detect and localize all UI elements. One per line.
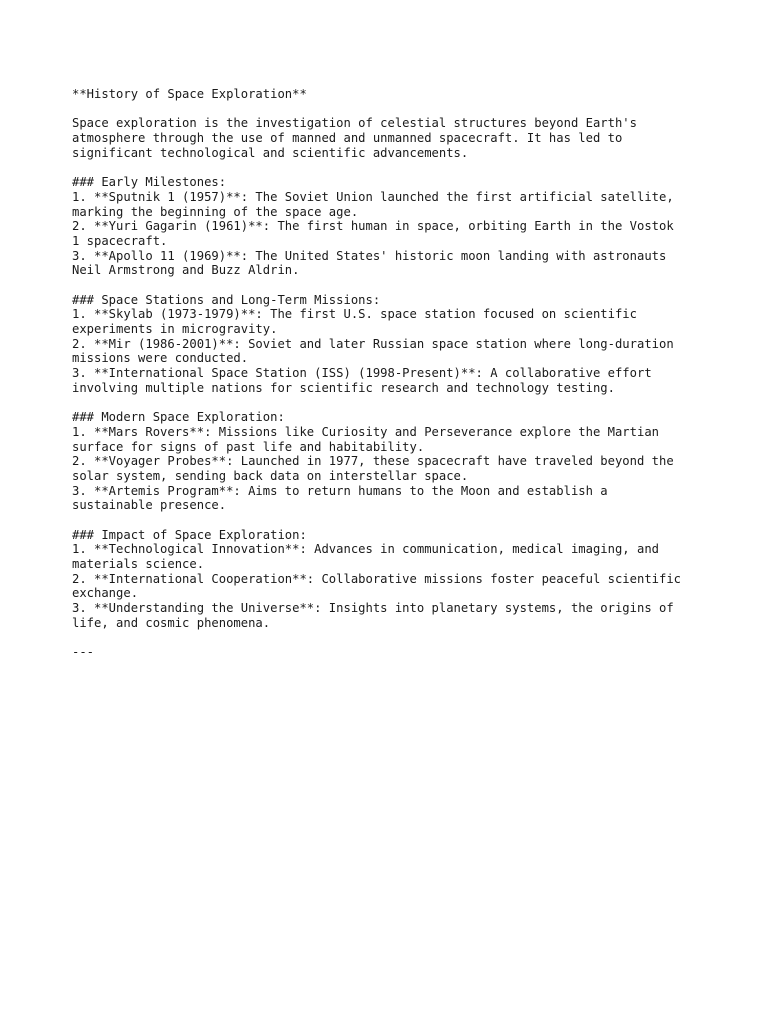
list-item-line: 2. **Mir (1986-2001)**: Soviet and later Russian space station where long-duration [72,336,674,351]
list-item-line: marking the beginning of the space age. [72,204,359,219]
list-item-line: 2. **International Cooperation**: Collaborative missions foster peaceful scientific [72,571,682,586]
blank-line [72,395,712,410]
intro-line: significant technological and scientific advancements. [72,145,469,160]
list-item-line: 2. **Voyager Probes**: Launched in 1977, these spacecraft have traveled beyond the [72,454,674,469]
section-heading: ### Early Milestones: [72,175,227,190]
list-item-line: surface for signs of past life and habitability. [72,439,425,454]
section-impact [72,528,712,631]
blank-line [72,630,712,645]
blank-line [72,278,712,293]
list-item-line: 3. **Apollo 11 (1969)**: The United States' historic moon landing with astronauts [72,248,667,263]
document-title: **History of Space Exploration** [72,87,307,101]
list-item-line: 1. **Skylab (1973-1979)**: The first U.S. space station focused on scientific [72,307,637,322]
list-item-line: 1. **Sputnik 1 (1957)**: The Soviet Union launched the first artificial satellite, [72,189,674,204]
list-item-line: exchange. [72,586,139,601]
section-heading: ### Impact of Space Exploration: [72,527,307,542]
list-item-line: 3. **International Space Station (ISS) (1998-Present)**: A collaborative effort [72,366,652,381]
list-item-line: missions were conducted. [72,351,249,366]
blank-line [72,160,712,175]
list-item-line: 3. **Understanding the Universe**: Insights into planetary systems, the origins of [72,601,674,616]
document-page [72,87,712,660]
list-item-line: materials science. [72,557,205,571]
blank-line [72,513,712,528]
list-item-line: involving multiple nations for scientific research and technology testing. [72,380,615,395]
list-item-line: life, and cosmic phenomena. [72,615,271,630]
section-heading: ### Space Stations and Long-Term Missions: [72,292,381,307]
list-item-line: 2. **Yuri Gagarin (1961)**: The first human in space, orbiting Earth in the Vostok [72,219,674,234]
section-space-stations [72,293,712,396]
list-item-line: experiments in microgravity. [72,322,278,336]
list-item-line: 1. **Technological Innovation**: Advances in communication, medical imaging, and [72,542,659,557]
section-modern-exploration [72,410,712,513]
horizontal-rule-markdown: --- [72,645,95,660]
list-item-line: 3. **Artemis Program**: Aims to return humans to the Moon and establish a [72,483,608,498]
list-item-line: Neil Armstrong and Buzz Aldrin. [72,263,300,278]
list-item-line: 1 spacecraft. [72,233,168,248]
list-item-line: solar system, sending back data on interstellar space. [72,468,469,483]
blank-line [72,102,712,117]
intro-paragraph [72,116,712,160]
intro-line: Space exploration is the investigation of celestial structures beyond Earth's [72,116,637,131]
section-early-milestones [72,175,712,278]
list-item-line: 1. **Mars Rovers**: Missions like Curiosity and Perseverance explore the Martian [72,424,659,439]
list-item-line: sustainable presence. [72,498,227,513]
intro-line: atmosphere through the use of manned and unmanned spacecraft. It has led to [72,131,623,146]
section-heading: ### Modern Space Exploration: [72,410,285,425]
